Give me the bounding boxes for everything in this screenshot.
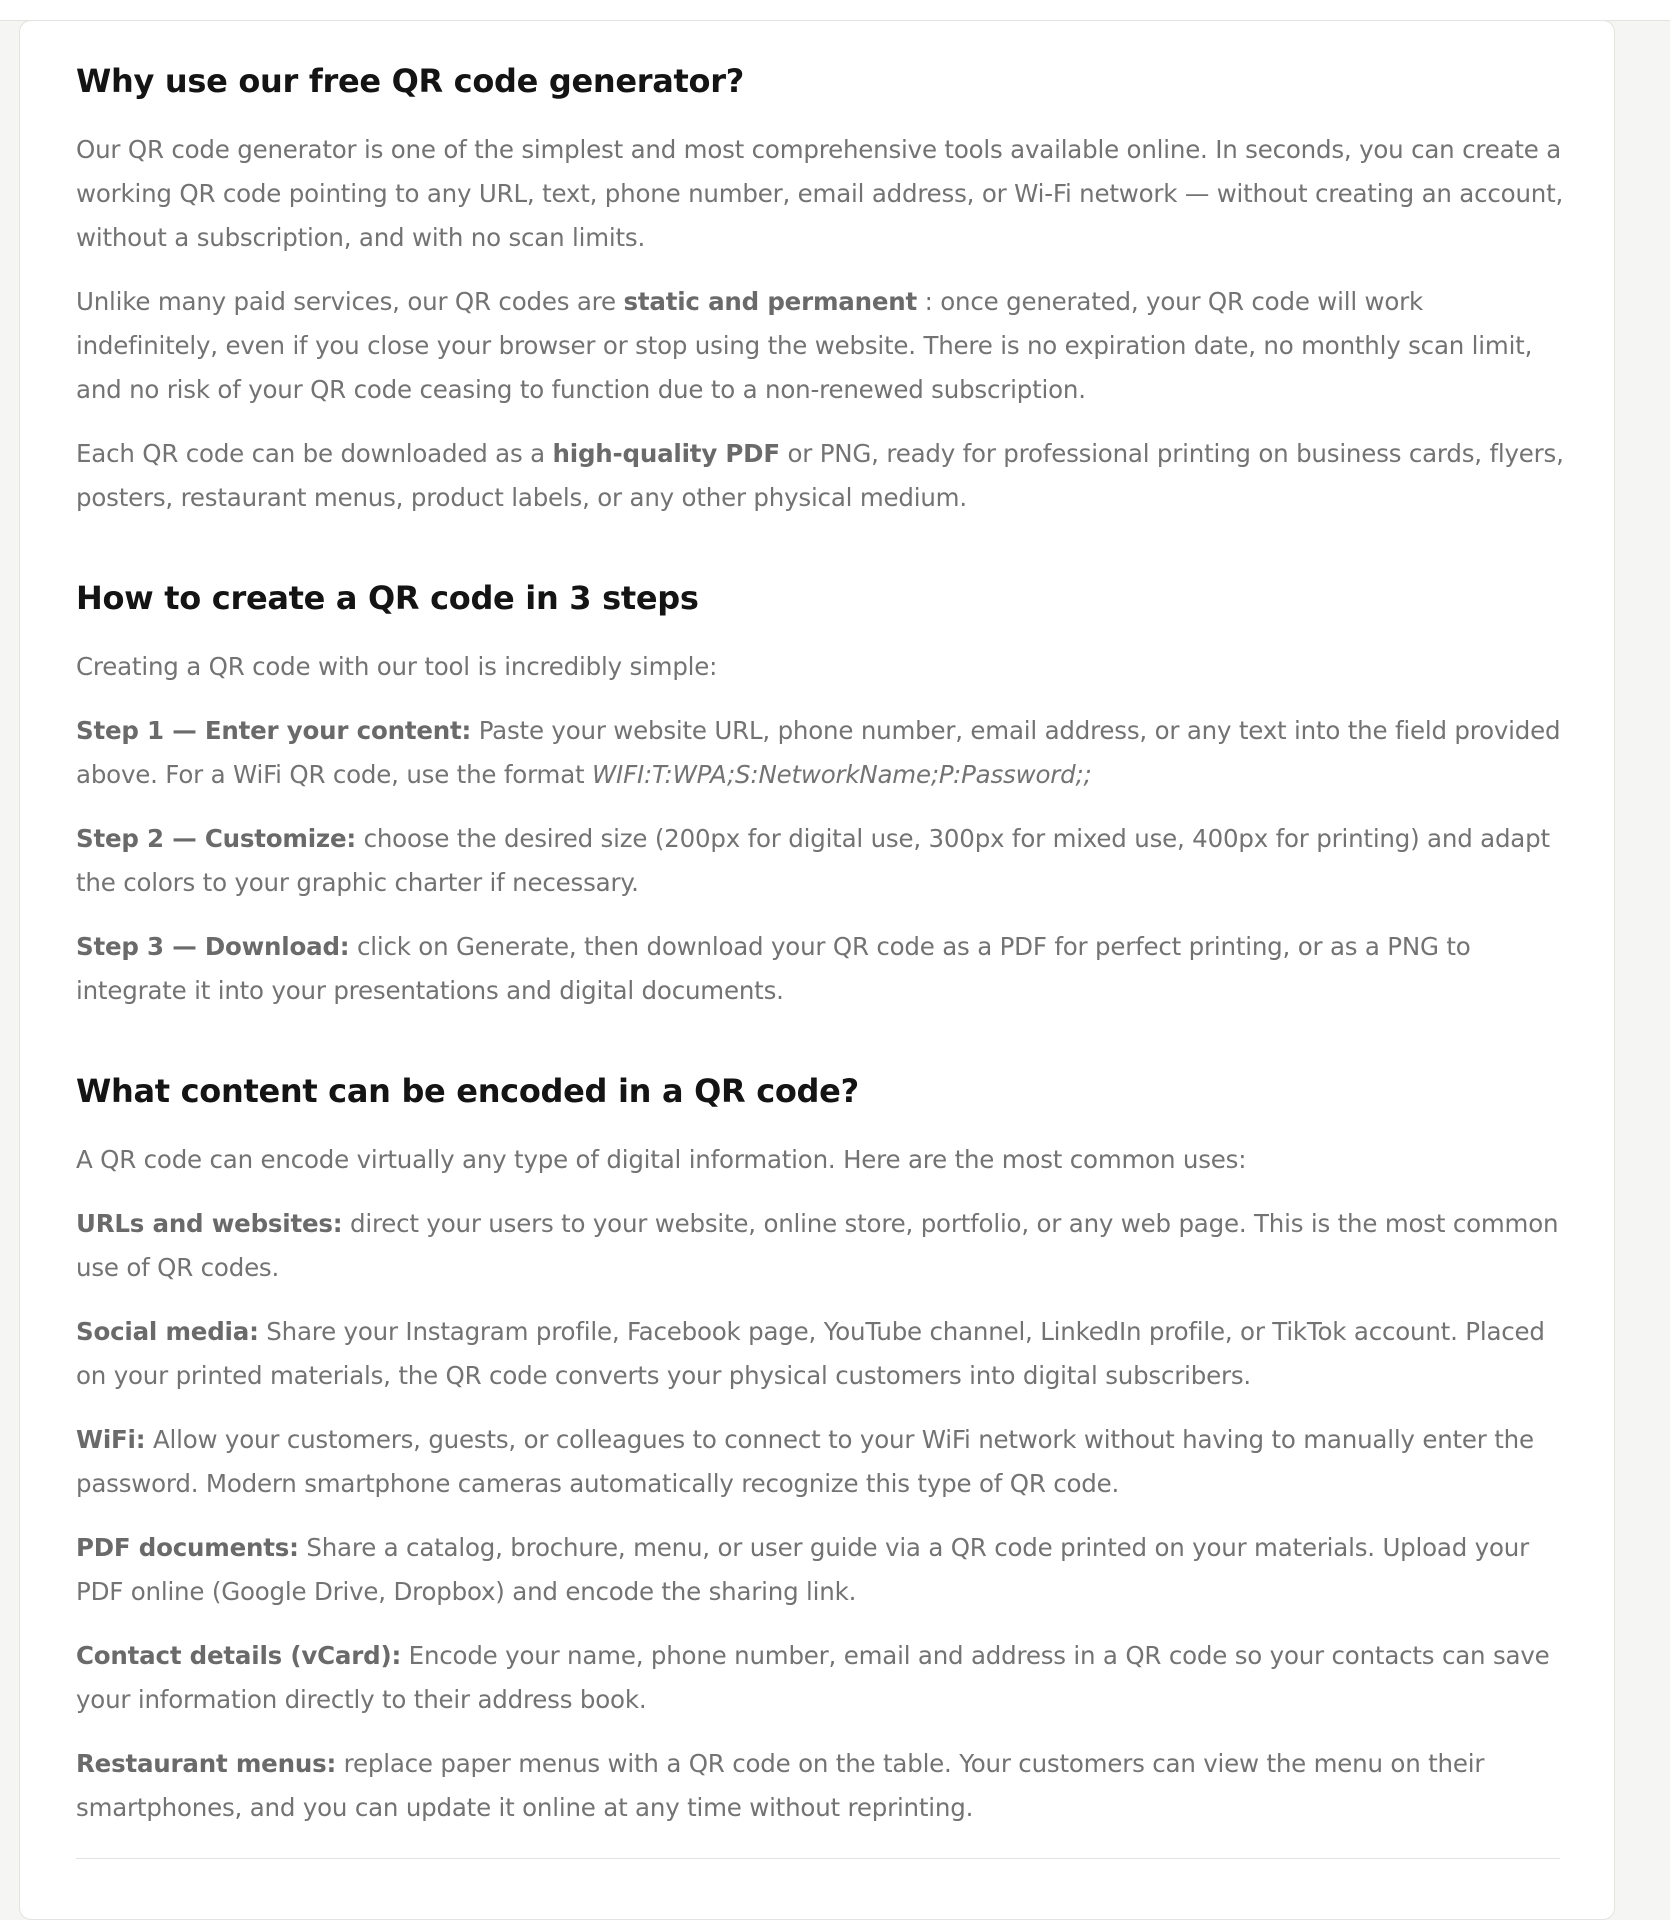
paragraph-text: : once generated, your QR code will work indefinitely, even if you close your browser or stop using the website. There is no expiration date, no monthly scan limit, and no risk of your QR code ceasing to function due to a non-renewed subscription. [76, 287, 1533, 404]
emphasis-text: static and permanent [623, 287, 918, 316]
paragraph-text: or PNG, ready for professional printing on business cards, flyers, posters, restaurant menus, product labels, or any other physical medium. [76, 439, 1564, 512]
use-case-label: PDF documents: [76, 1533, 299, 1562]
section-heading-why: Why use our free QR code generator? [76, 62, 744, 100]
step-3 [76, 925, 1566, 1013]
section-heading-steps: How to create a QR code in 3 steps [76, 579, 699, 617]
wifi-format-code: WIFI:T:WPA;S:NetworkName;P:Password;; [592, 760, 1092, 789]
use-case-pdf [76, 1526, 1566, 1614]
use-case-text: Encode your name, phone number, email and address in a QR code so your contacts can save your information directly to their address book. [76, 1641, 1550, 1714]
section-heading-content-types: What content can be encoded in a QR code? [76, 1072, 859, 1110]
step-label: Step 2 — Customize: [76, 824, 356, 853]
paragraph-steps-intro: Creating a QR code with our tool is incredibly simple: [76, 652, 718, 681]
use-case-social [76, 1310, 1566, 1398]
emphasis-text: high-quality PDF [552, 439, 780, 468]
paragraph-download [76, 432, 1566, 520]
use-case-text: Allow your customers, guests, or colleagues to connect to your WiFi network without having to manually enter the password. Modern smartphone cameras automatically recognize this type of QR code. [76, 1425, 1534, 1498]
article-content [76, 59, 1566, 1859]
use-case-urls [76, 1202, 1566, 1290]
divider [76, 1858, 1560, 1859]
step-text: choose the desired size (200px for digital use, 300px for mixed use, 400px for printing) and adapt the colors to your graphic charter if necessary. [76, 824, 1550, 897]
use-case-label: WiFi: [76, 1425, 146, 1454]
step-label: Step 1 — Enter your content: [76, 716, 472, 745]
use-case-text: direct your users to your website, online store, portfolio, or any web page. This is the most common use of QR codes. [76, 1209, 1559, 1282]
step-2 [76, 817, 1566, 905]
use-case-text: Share your Instagram profile, Facebook page, YouTube channel, LinkedIn profile, or TikTok account. Placed on your printed materials, the QR code converts your physical customers into digital subscribers. [76, 1317, 1545, 1390]
use-case-label: Restaurant menus: [76, 1749, 337, 1778]
paragraph-permanent [76, 280, 1566, 412]
paragraph-text: Each QR code can be downloaded as a [76, 439, 553, 468]
paragraph-intro: Our QR code generator is one of the simplest and most comprehensive tools available online. In seconds, you can create a working QR code pointing to any URL, text, phone number, email address, or Wi-Fi network — without creating an account, without a subscription, and with no scan limits. [76, 135, 1564, 252]
use-case-vcard [76, 1634, 1566, 1722]
use-case-restaurant [76, 1742, 1566, 1830]
use-case-text: Share a catalog, brochure, menu, or user guide via a QR code printed on your materials. Upload your PDF online (Google Drive, Dropbox) and encode the sharing link. [76, 1533, 1529, 1606]
step-text: click on Generate, then download your QR code as a PDF for perfect printing, or as a PNG to integrate it into your presentations and digital documents. [76, 932, 1471, 1005]
top-bar [0, 0, 1670, 21]
step-text: Paste your website URL, phone number, email address, or any text into the field provided above. For a WiFi QR code, use the format [76, 716, 1561, 789]
paragraph-content-intro: A QR code can encode virtually any type of digital information. Here are the most common uses: [76, 1145, 1247, 1174]
step-label: Step 3 — Download: [76, 932, 350, 961]
paragraph-text: Unlike many paid services, our QR codes are [76, 287, 624, 316]
use-case-wifi [76, 1418, 1566, 1506]
content-card [19, 20, 1615, 1920]
use-case-label: Contact details (vCard): [76, 1641, 402, 1670]
use-case-label: Social media: [76, 1317, 259, 1346]
step-1 [76, 709, 1566, 797]
use-case-text: replace paper menus with a QR code on the table. Your customers can view the menu on their smartphones, and you can update it online at any time without reprinting. [76, 1749, 1485, 1822]
use-case-label: URLs and websites: [76, 1209, 343, 1238]
